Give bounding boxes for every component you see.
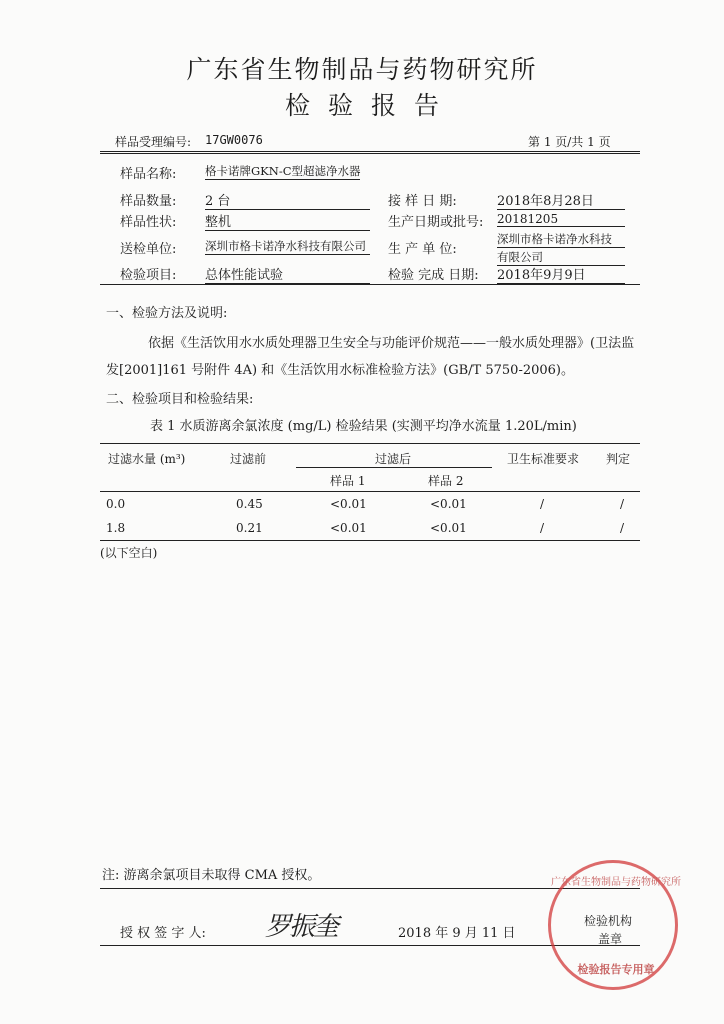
row1-sample2: <0.01 (430, 497, 467, 511)
finish-date-value: 2018年9月9日 (497, 264, 625, 284)
row2-sample2: <0.01 (430, 521, 467, 535)
row1-standard: / (540, 497, 545, 511)
producer-value-line1: 深圳市格卡诺净水科技 (497, 231, 625, 248)
row1-verdict: / (620, 497, 625, 511)
sample-name-label: 样品名称: (120, 167, 177, 182)
sample-name-value: 格卡诺牌GKN-C型超滤净水器 (205, 164, 361, 178)
table-caption: 表 1 水质游离余氯浓度 (mg/L) 检验结果 (实测平均净水流量 1.20L/min) (150, 419, 577, 434)
seal-label-line2: 盖章 (598, 932, 623, 946)
sample-nature-value: 整机 (205, 211, 370, 231)
table-header-rule (100, 491, 640, 492)
institute-title: 广东省生物制品与药物研究所 (186, 55, 538, 84)
receive-date-label: 接 样 日 期: (388, 194, 457, 209)
page-info: 第 1 页/共 1 页 (528, 135, 611, 149)
sample-qty-value: 2 台 (205, 190, 370, 210)
finish-date-label: 检验 完成 日期: (388, 268, 479, 283)
header-rule-2 (100, 153, 640, 154)
section2-heading: 二、检验项目和检验结果: (106, 392, 254, 407)
col-header-sample1: 样品 1 (330, 474, 366, 488)
sample-nature-label: 样品性状: (120, 215, 177, 230)
stamp-text: 广东省生物制品与药物研究所 (551, 877, 681, 888)
signature: 罗振奎 (265, 912, 338, 942)
row1-before: 0.45 (236, 497, 263, 511)
blank-note: (以下空白) (100, 546, 158, 560)
col-header-volume: 过滤水量 (m³) (108, 452, 186, 466)
sender-label: 送检单位: (120, 242, 177, 257)
table-bottom-rule (100, 540, 640, 541)
cma-note: 注: 游离余氯项目未取得 CMA 授权。 (102, 868, 321, 883)
method-paragraph-line2: 发[2001]161 号附件 4A) 和《生活饮用水标准检验方法》(GB/T 5750-2006)。 (106, 363, 574, 378)
batch-value: 20181205 (497, 212, 625, 227)
row2-before: 0.21 (236, 521, 263, 535)
method-paragraph-line1: 依据《生活饮用水水质处理器卫生安全与功能评价规范——一般水质处理器》(卫法监 (148, 336, 635, 351)
table-subheader-rule (296, 467, 492, 468)
header-rule (100, 151, 640, 152)
col-header-after: 过滤后 (375, 452, 412, 466)
col-header-standard: 卫生标准要求 (507, 452, 580, 466)
signer-label: 授 权 签 字 人: (120, 926, 206, 941)
col-header-verdict: 判定 (606, 452, 631, 466)
producer-value-line2: 有限公司 (497, 249, 625, 266)
section1-heading: 一、检验方法及说明: (106, 306, 228, 321)
sample-qty-label: 样品数量: (120, 194, 177, 209)
row2-verdict: / (620, 521, 625, 535)
batch-label: 生产日期或批号: (388, 215, 484, 230)
seal-label-line1: 检验机构 (584, 914, 633, 928)
receive-date-value: 2018年8月28日 (497, 190, 625, 210)
row2-sample1: <0.01 (330, 521, 367, 535)
sender-value: 深圳市格卡诺净水科技有限公司 (205, 238, 370, 255)
row1-volume: 0.0 (106, 497, 126, 511)
report-title: 检验报告 (284, 91, 457, 120)
test-item-value: 总体性能试验 (205, 264, 370, 284)
receipt-number: 17GW0076 (205, 133, 263, 147)
sign-date: 2018 年 9 月 11 日 (398, 926, 516, 941)
receipt-label: 样品受理编号: (115, 135, 192, 149)
col-header-before: 过滤前 (230, 452, 267, 466)
producer-label: 生 产 单 位: (388, 242, 457, 257)
official-stamp (548, 860, 681, 990)
table-top-rule (100, 443, 640, 444)
info-bottom-rule (100, 284, 640, 285)
test-item-label: 检验项目: (120, 268, 177, 283)
row2-volume: 1.8 (106, 521, 126, 535)
row2-standard: / (540, 521, 545, 535)
row1-sample1: <0.01 (330, 497, 367, 511)
stamp-bottom-text: 检验报告专用章 (577, 963, 655, 976)
col-header-sample2: 样品 2 (428, 474, 464, 488)
